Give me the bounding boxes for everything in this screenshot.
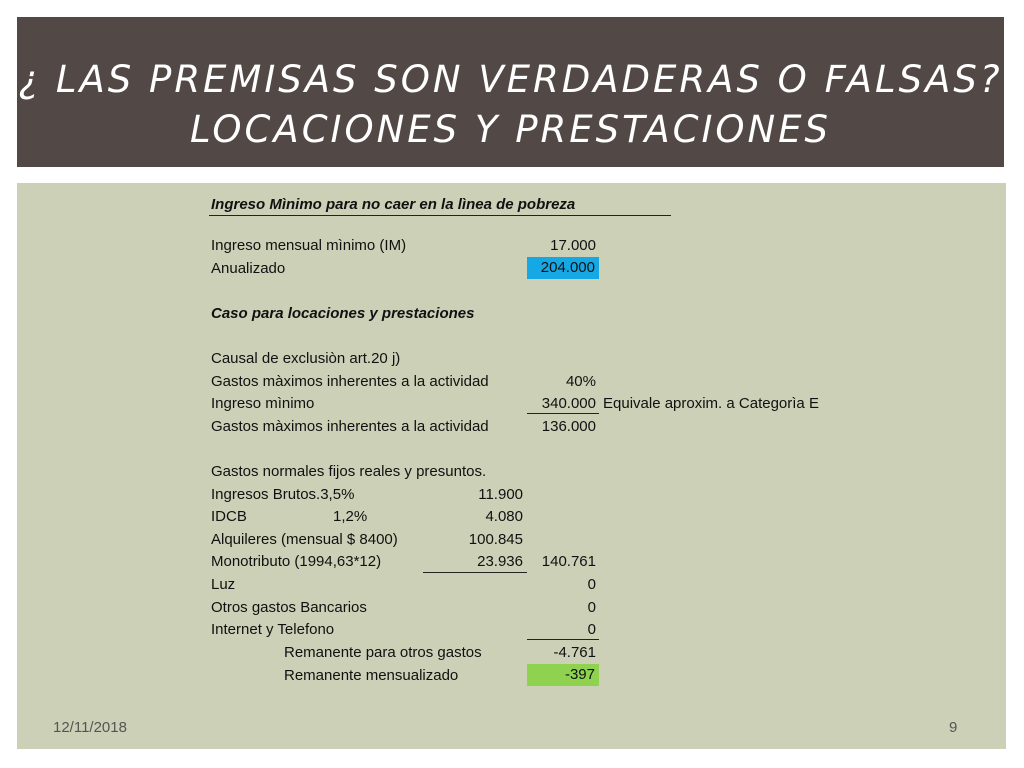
idcb-label: IDCB [211,508,247,525]
monotributo-label: Monotributo (1994,63*12) [211,553,382,570]
remanente-mensual-label: Remanente mensualizado [284,667,459,684]
section1-header: Ingreso Mìnimo para no caer en la lìnea de pobreza [211,196,576,213]
ingreso-minimo-note: Equivale aproxim. a Categorìa E [603,395,819,412]
luz-value: 0 [587,576,596,593]
internet-underline [527,639,599,640]
remanente-label: Remanente para otros gastos [284,644,482,661]
ingreso-mensual-label: Ingreso mensual mìnimo (IM) [211,237,407,254]
monotributo-value: 23.936 [477,553,523,570]
gastos-max-pct-value: 40% [565,373,596,390]
gastos-normales-label: Gastos normales fijos reales y presuntos. [211,463,487,480]
remanente-value: -4.761 [553,644,596,661]
subtotal-value: 140.761 [541,553,596,570]
alquileres-label: Alquileres (mensual $ 8400) [211,531,398,548]
monotributo-underline [423,572,527,573]
remanente-mensual-value [527,664,599,686]
otros-gastos-value: 0 [587,599,596,616]
page-number: 9 [949,719,958,736]
otros-gastos-label: Otros gastos Bancarios [211,599,367,616]
gastos-max-value: 136.000 [541,418,596,435]
causal-label: Causal de exclusiòn art.20 j) [211,350,401,367]
luz-label: Luz [211,576,236,593]
title-band [17,17,1004,167]
gastos-max-pct-label: Gastos màximos inherentes a la actividad [211,373,489,390]
ingreso-minimo-label: Ingreso mìnimo [211,395,315,412]
gastos-max-label: Gastos màximos inherentes a la actividad [211,418,489,435]
alquileres-value: 100.845 [468,531,523,548]
ingreso-minimo-underline [527,413,599,414]
slide-title: ¿ LAS PREMISAS SON VERDADERAS O FALSAS? LOCACIONES Y PRESTACIONES [18,58,1003,151]
ingreso-minimo-value: 340.000 [541,395,596,412]
ingresos-brutos-label: Ingresos Brutos.3,5% [211,486,355,503]
anualizado-value [527,257,599,279]
anualizado-label: Anualizado [211,260,286,277]
remanente-mensual-value-text: -397 [564,666,595,683]
internet-value: 0 [587,621,596,638]
ingresos-brutos-value: 11.900 [478,486,523,503]
slide-date: 12/11/2018 [53,719,127,736]
idcb-rate: 1,2% [333,508,368,525]
section1-underline [209,215,671,216]
content-panel [17,183,1006,749]
section2-header: Caso para locaciones y prestaciones [211,305,475,322]
internet-label: Internet y Telefono [211,621,335,638]
anualizado-value-text: 204.000 [540,259,595,276]
idcb-value: 4.080 [485,508,523,525]
ingreso-mensual-value: 17.000 [550,237,596,254]
